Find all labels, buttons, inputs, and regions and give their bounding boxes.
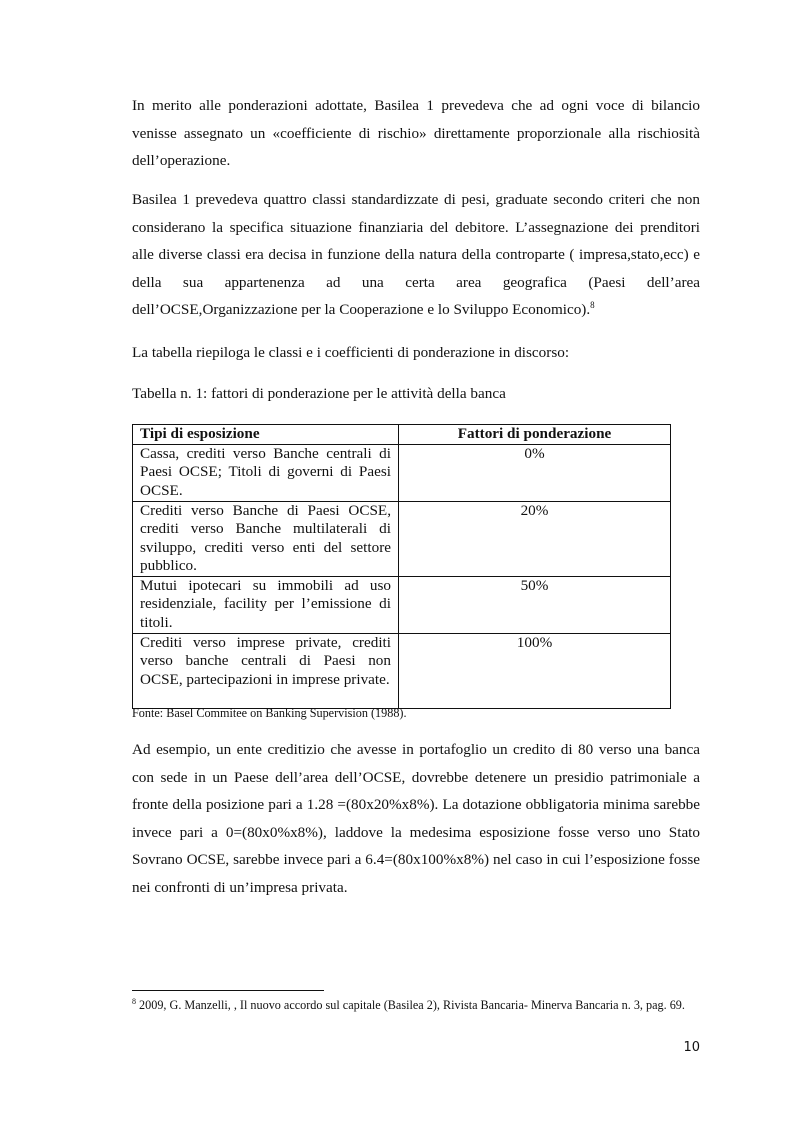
paragraph-example: Ad esempio, un ente creditizio che avesse in portafoglio un credito di 80 verso una banca con sede in un Paese dell’area dell’OCSE, dovrebbe detenere un presidio patrimoniale a fronte della posizione pari a 1.28 =(80x20%x8%). La dotazione obbligatoria minima sarebbe invece pari a 0=(80x0%x8%), laddove la medesima esposizione fosse verso uno Stato Sovrano OCSE, sarebbe invece pari a 6.4=(80x100%x8%) nel caso in cui l’esposizione fosse nei confronti di un’impresa privata.: [132, 741, 700, 896]
paragraph-weight-classes: [132, 186, 700, 324]
weighting-factors-table: [132, 424, 671, 709]
footnote-reference[interactable]: 8: [590, 299, 595, 310]
exposure-cell: Mutui ipotecari su immobili ad uso residenziale, facility per l’emissione di titoli.: [133, 576, 399, 633]
weight-cell: 20%: [399, 501, 671, 576]
weight-cell: 0%: [399, 444, 671, 501]
paragraph-table-intro: La tabella riepiloga le classi e i coefficienti di ponderazione in discorso:: [132, 344, 570, 361]
paragraph-weight-classes-text: Basilea 1 prevedeva quattro classi standardizzate di pesi, graduate secondo criteri che non considerano la specifica situazione finanziaria del debitore. L’assegnazione dei prenditori alle diverse classi era decisa in funzione della natura della controparte ( impresa,stato,ecc) e della sua appartenenza ad una certa area geografica (Paesi dell’area dell’OCSE,Organizzazione per la Cooperazione e lo Sviluppo Economico).: [132, 191, 700, 318]
table-row: [133, 444, 671, 501]
paragraph-weightings-intro: In merito alle ponderazioni adottate, Basilea 1 prevedeva che ad ogni voce di bilancio venisse assegnato un «coefficiente di rischio» direttamente proporzionale alla rischiosità dell’operazione.: [132, 97, 700, 169]
page-number: 10: [683, 1040, 700, 1055]
footnote: [132, 997, 700, 1013]
footnote-divider: [132, 990, 324, 991]
table-row: [133, 633, 671, 708]
weight-cell: 100%: [399, 633, 671, 708]
footnote-text: 2009, G. Manzelli, , Il nuovo accordo sul capitale (Basilea 2), Rivista Bancaria- Minerva Bancaria n. 3, pag. 69.: [136, 998, 685, 1012]
table-header-row: [133, 425, 671, 445]
table-row: [133, 501, 671, 576]
exposure-cell: Crediti verso Banche di Paesi OCSE, crediti verso Banche multilaterali di sviluppo, crediti verso enti del settore pubblico.: [133, 501, 399, 576]
header-weighting-factors: Fattori di ponderazione: [399, 425, 671, 445]
exposure-cell: Cassa, crediti verso Banche centrali di Paesi OCSE; Titoli di governi di Paesi OCSE.: [133, 444, 399, 501]
table-row: [133, 576, 671, 633]
weight-cell: 50%: [399, 576, 671, 633]
exposure-cell: Crediti verso imprese private, crediti verso banche centrali di Paesi non OCSE, partecipazioni in imprese private.: [133, 633, 399, 708]
table-caption: Tabella n. 1: fattori di ponderazione per le attività della banca: [132, 385, 506, 402]
footnote-number: 8: [132, 996, 136, 1006]
table-source: Fonte: Basel Commitee on Banking Supervision (1988).: [132, 706, 407, 720]
header-exposure-types: Tipi di esposizione: [133, 425, 399, 445]
